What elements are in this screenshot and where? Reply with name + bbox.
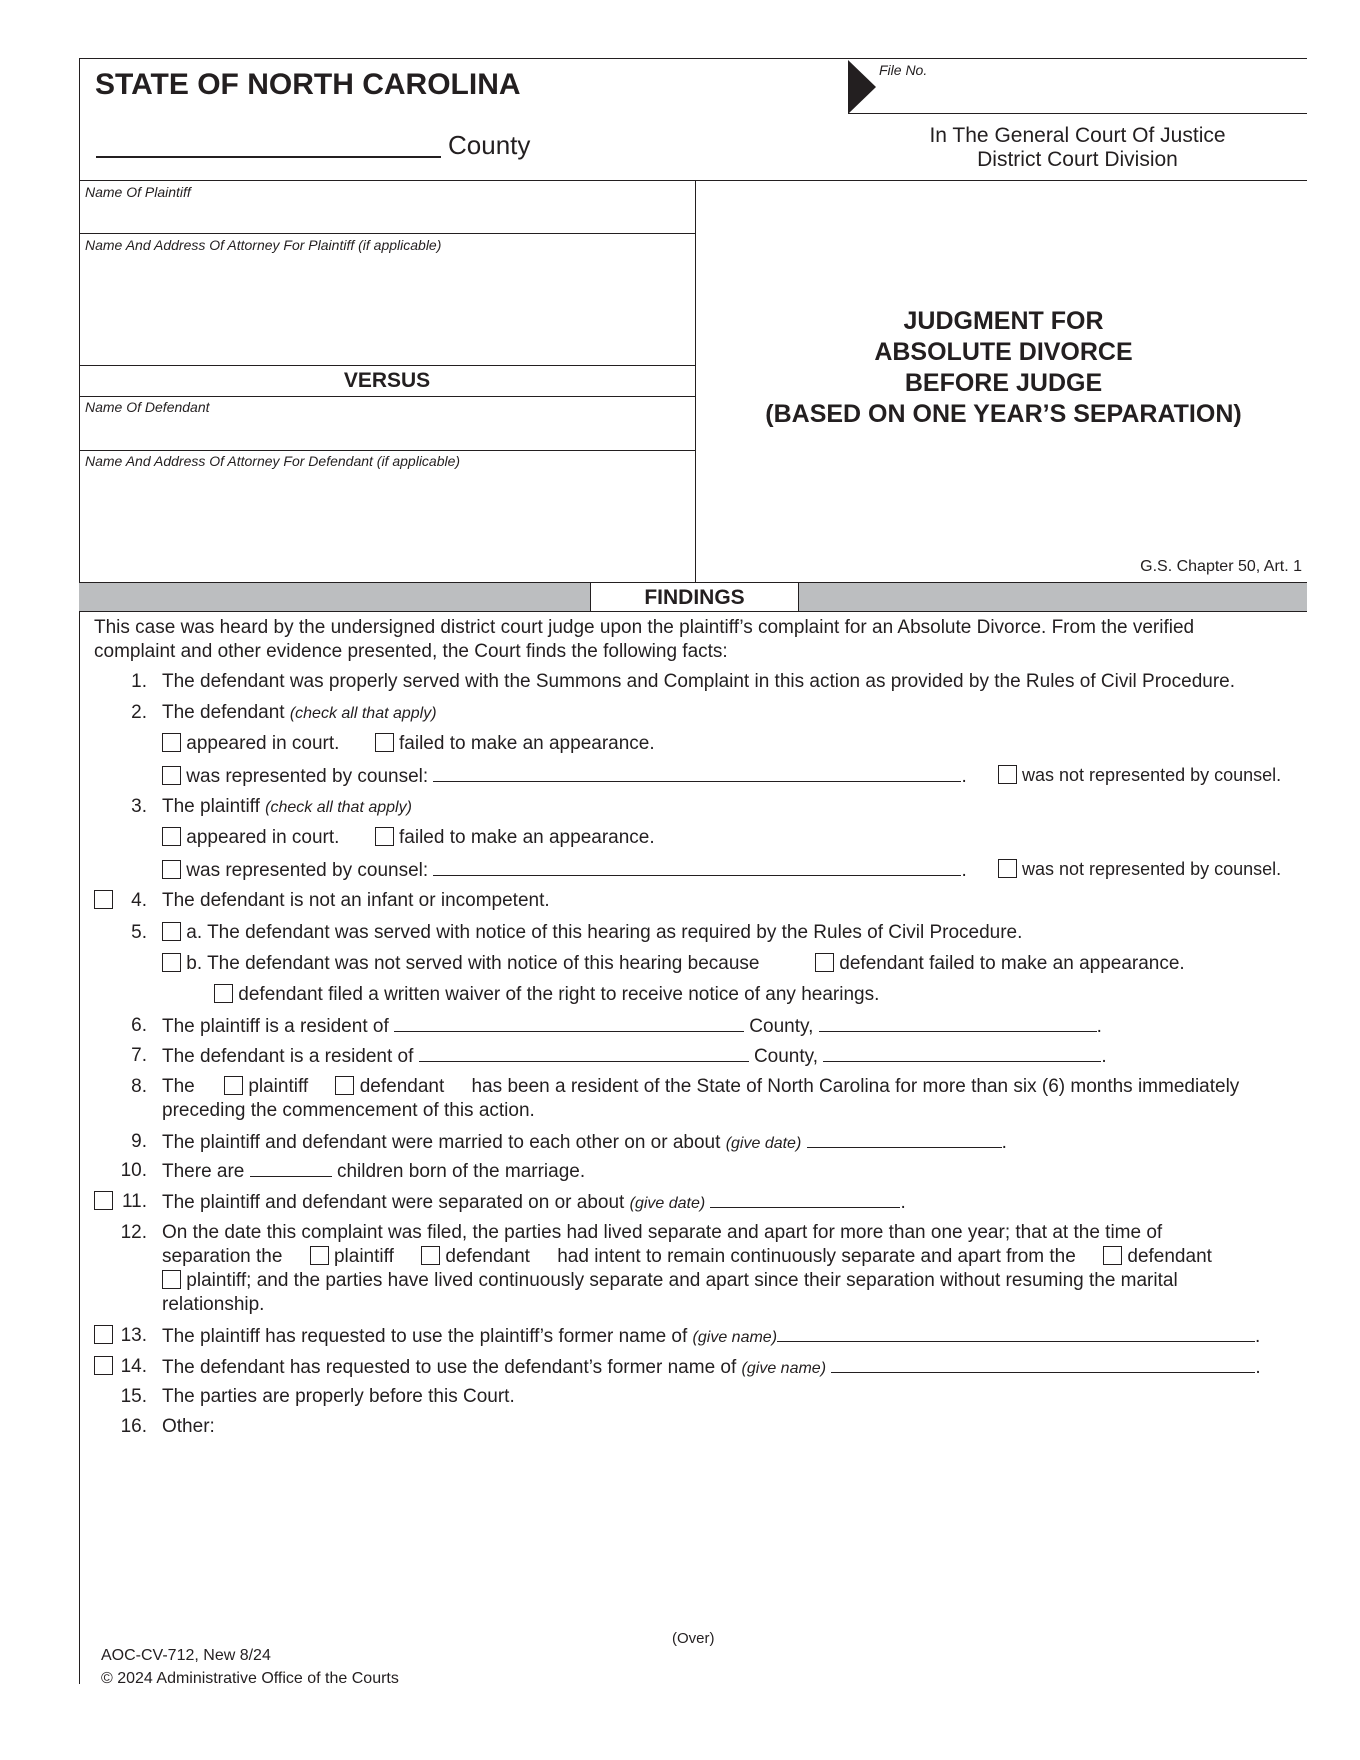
left-border [79, 58, 80, 1684]
item-6-row [162, 1015, 1102, 1038]
parties-divider [695, 180, 696, 582]
item-9-number: 9. [131, 1131, 147, 1152]
item-2-appearance-row [162, 733, 655, 755]
plaintiff-box-bottom [79, 233, 695, 234]
form-title-line-1: JUDGMENT FOR [903, 307, 1104, 335]
item-15-text: The parties are properly before this Court. [162, 1386, 515, 1407]
def-represented-label: was represented by counsel: [186, 766, 429, 787]
item-12-line-3-text: plaintiff; and the parties have lived continuously separate and apart since their separation without resuming the marital [186, 1270, 1178, 1291]
item-7-county: County, [753, 1046, 819, 1067]
item-2-number: 2. [131, 702, 147, 723]
top-border [79, 58, 1307, 59]
item-3-appearance-row [162, 827, 655, 849]
plaintiff-attorney-field[interactable] [85, 256, 685, 360]
item-12-plaintiff-label: plaintiff [333, 1246, 394, 1267]
children-count-blank[interactable] [250, 1160, 332, 1177]
findings-intro-2: complaint and other evidence presented, the Court finds the following facts: [94, 641, 728, 662]
pl-not-represented-label: was not represented by counsel. [1022, 859, 1282, 879]
findings-heading: FINDINGS [590, 582, 799, 612]
item-1-text: The defendant was properly served with the Summons and Complaint in this action as provided by the Rules of Civil Procedure. [162, 671, 1235, 692]
court-line-2: District Court Division [977, 148, 1178, 171]
item-14-number: 14. [120, 1356, 147, 1377]
form-title-line-2: ABSOLUTE DIVORCE [874, 338, 1133, 366]
def-failed-label: failed to make an appearance. [399, 733, 655, 754]
item-12-from-defendant-checkbox[interactable] [1103, 1246, 1122, 1265]
separation-date-blank[interactable] [710, 1191, 900, 1208]
item-3-counsel-row [162, 859, 967, 882]
item-5b-checkbox[interactable] [162, 953, 181, 972]
item-9-note: (give date) [725, 1135, 802, 1152]
item-5b-option-2 [214, 984, 879, 1006]
file-no-label: File No. [879, 62, 928, 78]
item-10-row [162, 1160, 585, 1183]
item-2-counsel-row [162, 765, 967, 788]
pl-appeared-checkbox[interactable] [162, 827, 181, 846]
form-title-line-4: (BASED ON ONE YEAR’S SEPARATION) [765, 400, 1242, 428]
item-10-number: 10. [120, 1160, 147, 1181]
defendant-state-blank[interactable] [823, 1045, 1101, 1062]
item-3-number: 3. [131, 796, 147, 817]
defendant-former-name-blank[interactable] [831, 1356, 1255, 1373]
item-7-text: The defendant is a resident of [162, 1046, 414, 1067]
versus-bottom [79, 396, 695, 397]
item-14-text: The defendant has requested to use the defendant’s former name of [162, 1357, 737, 1378]
def-counsel-blank[interactable] [433, 765, 961, 782]
item-5b-opt1-checkbox[interactable] [815, 953, 834, 972]
header-bottom-border [79, 180, 1307, 181]
item-12-defendant-label: defendant [445, 1246, 530, 1267]
pl-counsel-period: . [961, 860, 967, 881]
item-6-text: The plaintiff is a resident of [162, 1016, 389, 1037]
item-13-period: . [1255, 1326, 1261, 1347]
item-6-period: . [1096, 1016, 1102, 1037]
item-7-period: . [1101, 1046, 1107, 1067]
item-5b-text: b. The defendant was not served with notice of this hearing because [186, 953, 760, 974]
def-not-represented-label: was not represented by counsel. [1022, 765, 1282, 785]
item-11-row [162, 1191, 906, 1214]
item-12-separation: separation the [162, 1246, 283, 1267]
pl-represented-label: was represented by counsel: [186, 860, 429, 881]
item-15-number: 15. [120, 1386, 147, 1407]
item-2-note: (check all that apply) [289, 705, 437, 722]
item-5-number: 5. [131, 922, 147, 943]
item-13-note: (give name) [692, 1329, 778, 1346]
plaintiff-state-blank[interactable] [819, 1015, 1097, 1032]
item-12-defendant-checkbox[interactable] [421, 1246, 440, 1265]
over-label: (Over) [672, 1630, 715, 1647]
defendant-county-blank[interactable] [419, 1045, 749, 1062]
copyright: © 2024 Administrative Office of the Courts [101, 1670, 399, 1687]
item-3-not-represented [998, 859, 1281, 880]
def-failed-checkbox[interactable] [375, 733, 394, 752]
plaintiff-attorney-label: Name And Address Of Attorney For Plaintiff (if applicable) [85, 237, 442, 253]
plaintiff-name-label: Name Of Plaintiff [85, 184, 191, 200]
form-number: AOC-CV-712, New 8/24 [101, 1647, 271, 1664]
item-4-number: 4. [131, 890, 147, 911]
item-8-defendant-checkbox[interactable] [335, 1076, 354, 1095]
plaintiff-county-blank[interactable] [394, 1015, 744, 1032]
pl-represented-checkbox[interactable] [162, 860, 181, 879]
item-5b-option-1 [815, 953, 1185, 975]
item-9-row [162, 1131, 1007, 1154]
item-8-the: The [162, 1076, 195, 1097]
item-12-line-2 [162, 1246, 1212, 1268]
def-represented-checkbox[interactable] [162, 766, 181, 785]
item-8-line-2: preceding the commencement of this action. [162, 1100, 535, 1121]
item-3-line [162, 796, 412, 818]
plaintiff-name-field[interactable] [85, 202, 685, 230]
file-no-underline [848, 113, 1307, 114]
file-no-arrow-icon [848, 60, 876, 114]
item-12-line-3 [162, 1270, 1178, 1292]
pl-failed-label: failed to make an appearance. [399, 827, 655, 848]
pl-appeared-label: appeared in court. [186, 827, 340, 848]
item-11-note: (give date) [629, 1195, 706, 1212]
item-13-number: 13. [120, 1325, 147, 1346]
def-appeared-label: appeared in court. [186, 733, 340, 754]
item-1-number: 1. [131, 671, 147, 692]
item-5b-opt1-label: defendant failed to make an appearance. [839, 953, 1185, 974]
defendant-name-label: Name Of Defendant [85, 399, 210, 415]
item-12-line-1: On the date this complaint was filed, the parties had lived separate and apart for more than one year; that at the time of [162, 1222, 1163, 1243]
item-14-note: (give name) [741, 1360, 827, 1377]
pl-not-represented-checkbox[interactable] [998, 859, 1017, 878]
state-heading: STATE OF NORTH CAROLINA [95, 68, 521, 101]
item-5a-checkbox[interactable] [162, 922, 181, 941]
item-14-row [162, 1356, 1261, 1379]
item-8-row [162, 1076, 1239, 1098]
county-label: County [448, 130, 531, 160]
item-11-period: . [900, 1192, 906, 1213]
item-13-text: The plaintiff has requested to use the plaintiff’s former name of [162, 1326, 688, 1347]
court-line-1: In The General Court Of Justice [929, 124, 1226, 147]
item-2-text: The defendant [162, 702, 285, 723]
defendant-box-bottom [79, 450, 695, 451]
statute-reference: G.S. Chapter 50, Art. 1 [1140, 558, 1302, 575]
def-appeared-checkbox[interactable] [162, 733, 181, 752]
item-3-note: (check all that apply) [265, 799, 412, 816]
pl-failed-checkbox[interactable] [375, 827, 394, 846]
item-12-plaintiff-checkbox[interactable] [310, 1246, 329, 1265]
plaintiff-former-name-blank[interactable] [777, 1325, 1255, 1342]
findings-intro-1: This case was heard by the undersigned district court judge upon the plaintiff’s complaint for an Absolute Divorce. From the verified [94, 617, 1195, 638]
item-8-plaintiff-label: plaintiff [248, 1076, 309, 1097]
item-12-from-plaintiff-checkbox[interactable] [162, 1270, 181, 1289]
form-title-line-3: BEFORE JUDGE [904, 369, 1103, 397]
item-7-number: 7. [131, 1045, 147, 1066]
item-5b-opt2-label: defendant filed a written waiver of the right to receive notice of any hearings. [238, 984, 880, 1005]
item-2-line [162, 702, 437, 724]
item-16-text: Other: [162, 1416, 215, 1437]
item-10-text-a: There are [162, 1161, 245, 1182]
item-12-line-4: relationship. [162, 1294, 265, 1315]
item-11-number: 11. [121, 1191, 147, 1212]
item-5a-row [162, 922, 1022, 944]
item-5a-text: a. The defendant was served with notice of this hearing as required by the Rules of Civil Procedure. [186, 922, 1023, 943]
file-no-field[interactable] [879, 80, 1299, 110]
item-6-number: 6. [131, 1015, 147, 1036]
item-4-text: The defendant is not an infant or incompetent. [162, 890, 550, 911]
item-13-row [162, 1325, 1260, 1348]
item-11-text: The plaintiff and defendant were separated on or about [162, 1192, 625, 1213]
item-2-not-represented [998, 765, 1281, 786]
item-9-period: . [1001, 1132, 1007, 1153]
pl-counsel-blank[interactable] [433, 859, 961, 876]
county-blank[interactable] [96, 134, 441, 158]
other-findings-field[interactable] [230, 1414, 1290, 1614]
item-12-from-defendant-label: defendant [1127, 1246, 1212, 1267]
item-8-plaintiff-checkbox[interactable] [224, 1076, 243, 1095]
item-6-county: County, [749, 1016, 814, 1037]
item-8-number: 8. [131, 1076, 147, 1097]
defendant-attorney-label: Name And Address Of Attorney For Defendant (if applicable) [85, 453, 461, 469]
def-counsel-period: . [961, 766, 967, 787]
item-8-rest: has been a resident of the State of North Carolina for more than six (6) months immediately [471, 1076, 1240, 1097]
defendant-attorney-field[interactable] [85, 472, 685, 576]
item-10-text-b: children born of the marriage. [336, 1161, 586, 1182]
versus-label: VERSUS [343, 369, 431, 392]
item-7-row [162, 1045, 1107, 1068]
item-16-number: 16. [120, 1416, 147, 1437]
item-9-text: The plaintiff and defendant were married to each other on or about [162, 1132, 721, 1153]
item-14-period: . [1255, 1357, 1261, 1378]
item-12-intent: had intent to remain continuously separate and apart from the [557, 1246, 1076, 1267]
item-5b-row [162, 953, 759, 975]
item-3-text: The plaintiff [162, 796, 260, 817]
def-not-represented-checkbox[interactable] [998, 765, 1017, 784]
marriage-date-blank[interactable] [807, 1131, 1002, 1148]
defendant-name-field[interactable] [85, 418, 685, 446]
form-title [700, 306, 1307, 430]
item-5b-opt2-checkbox[interactable] [214, 984, 233, 1003]
item-8-defendant-label: defendant [359, 1076, 445, 1097]
plaintiff-attorney-box-bottom [79, 365, 695, 366]
item-12-number: 12. [120, 1222, 147, 1243]
